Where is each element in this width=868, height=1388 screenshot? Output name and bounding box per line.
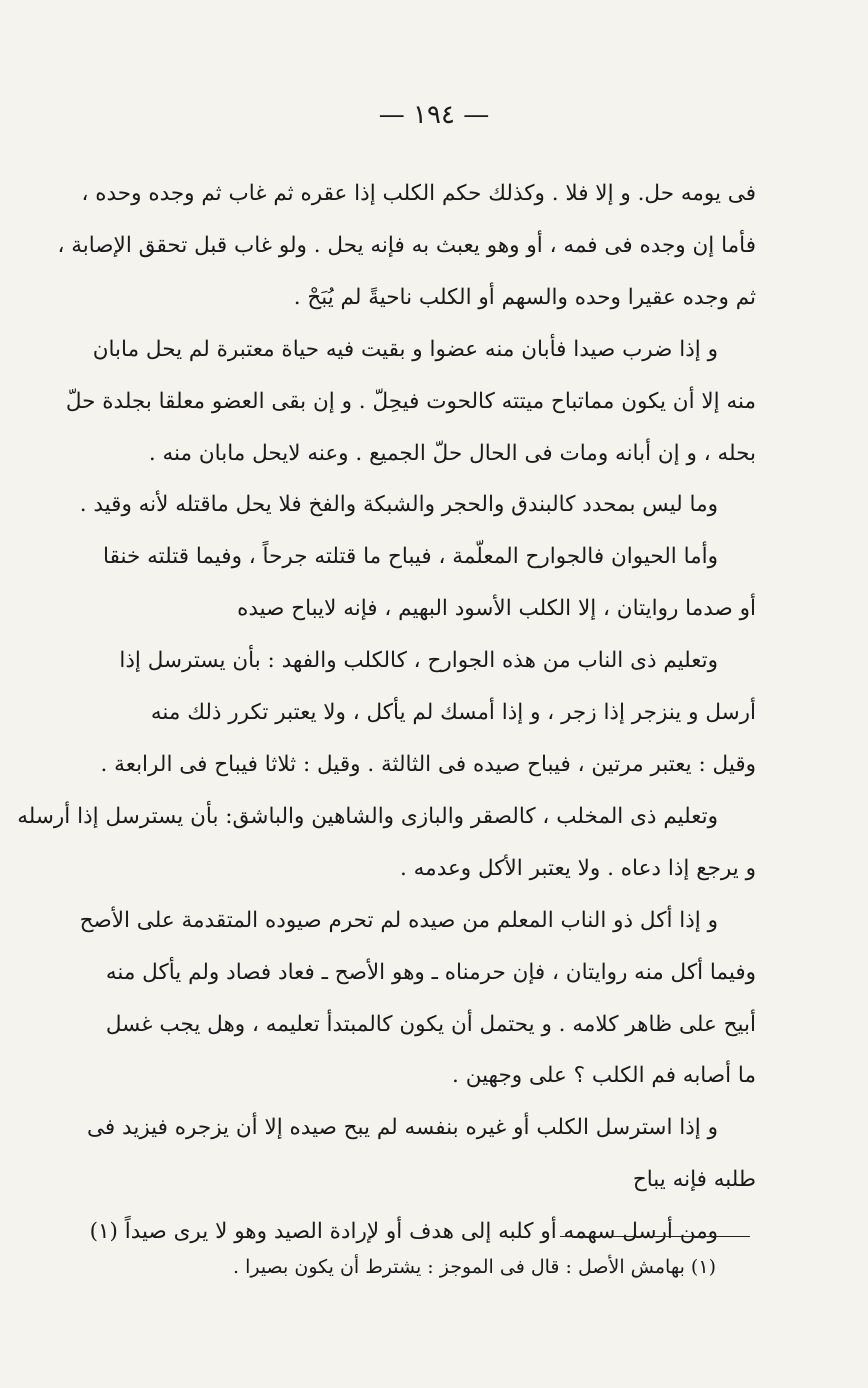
text-line: و يرجع إذا دعاه . ولا يعتبر الأكل وعدمه .	[399, 855, 756, 881]
text-line: وفيما أكل منه روايتان ، فإن حرمناه ـ وهو الأصح ـ فعاد فصاد ولم يأكل منه	[105, 959, 756, 985]
text-line: بحله ، و إن أبانه ومات فى الحال حلّ الجميع . وعنه لايحل مابان منه .	[148, 440, 756, 466]
text-line: أو صدما روايتان ، إلا الكلب الأسود البهيم ، فإنه لايباح صيده	[237, 596, 756, 622]
text-line: ما أصابه فم الكلب ؟ على وجهين .	[452, 1063, 756, 1089]
text-line: ومن أرسل سهمه أو كلبه إلى هدف أو لإرادة الصيد وهو لا يرى صيداً (١)	[89, 1219, 718, 1245]
body-text	[17, 168, 756, 1258]
text-line: فى يومه حل. و إلا فلا . وكذلك حكم الكلب إذا عقره ثم غاب ثم وجده وحده ،	[81, 181, 756, 206]
text-line: و إذا استرسل الكلب أو غيره بنفسه لم يبح صيده إلا أن يزجره فيزيد فى	[87, 1115, 718, 1141]
text-line: وما ليس بمحدد كالبندق والحجر والشبكة والفخ فلا يحل ماقتله لأنه وقيد .	[79, 492, 718, 518]
text-line: وتعليم ذى المخلب ، كالصقر والبازى والشاهين والباشق: بأن يسترسل إذا أرسله	[17, 803, 718, 829]
text-line: وتعليم ذى الناب من هذه الجوارح ، كالكلب والفهد : بأن يسترسل إذا	[119, 648, 718, 674]
text-line: أرسل و ينزجر إذا زجر ، و إذا أمسك لم يأكل ، ولا يعتبر تكرر ذلك منه	[150, 700, 756, 726]
text-line: ثم وجده عقيرا وحده والسهم أو الكلب ناحيةً لم يُبَحْ .	[293, 284, 756, 310]
text-line: منه إلا أن يكون مماتباح ميتته كالحوت فيحِلّ . و إن بقى العضو معلقا بجلدة حلّ	[65, 388, 756, 414]
text-line: وقيل : يعتبر مرتين ، فيباح صيده فى الثالثة . وقيل : ثلاثا فيباح فى الرابعة .	[100, 751, 756, 777]
text-line: أبيح على ظاهر كلامه . و يحتمل أن يكون كالمبتدأ تعليمه ، وهل يجب غسل	[105, 1011, 756, 1037]
text-line: وأما الحيوان فالجوارح المعلّمة ، فيباح ما قتلته جرحاً ، وفيما قتلته خنقا	[103, 544, 718, 570]
text-line: فأما إن وجده فى فمه ، أو وهو يعبث به فإنه يحل . ولو غاب قبل تحقق الإصابة ،	[57, 232, 756, 258]
text-line: طلبه فإنه يباح	[632, 1167, 756, 1193]
footnote-divider	[560, 1236, 750, 1237]
text-line: و إذا أكل ذو الناب المعلم من صيده لم تحرم صيوده المتقدمة على الأصح	[79, 907, 718, 933]
page-number: — ١٩٤ —	[378, 100, 490, 130]
text-line: و إذا ضرب صيدا فأبان منه عضوا و بقيت فيه حياة معتبرة لم يحل مابان	[92, 336, 718, 362]
footnote: (١) بهامش الأصل : قال فى الموجز : يشترط أن يكون بصيرا .	[232, 1256, 716, 1278]
